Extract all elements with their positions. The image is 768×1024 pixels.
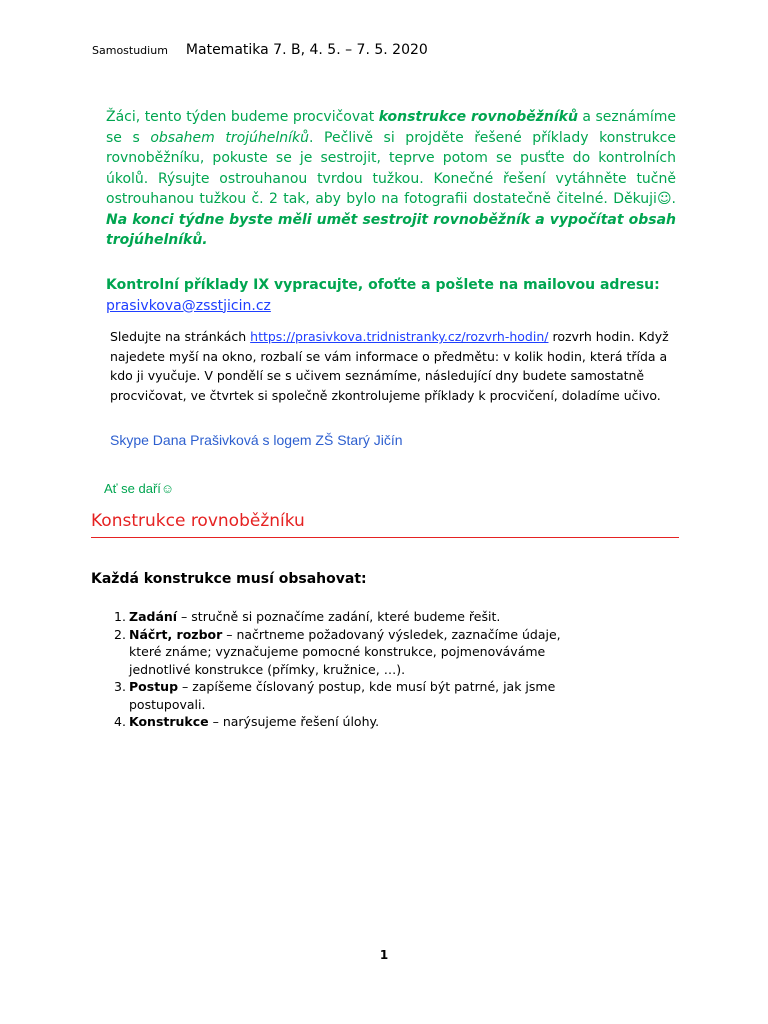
list-item-term: Konstrukce <box>129 714 209 729</box>
good-luck-note: Ať se daří☺ <box>104 481 175 496</box>
list-item-description: – stručně si poznačíme zadání, které budeme řešit. <box>177 609 501 624</box>
skype-contact: Skype Dana Prašivková s logem ZŠ Starý Jičín <box>110 432 403 448</box>
page-number: 1 <box>379 948 389 962</box>
intro-emphasis-constructions: konstrukce rovnoběžníků <box>378 109 578 125</box>
list-item-term: Postup <box>129 679 179 694</box>
header-label: Samostudium <box>92 44 168 57</box>
schedule-info <box>110 327 670 405</box>
list-item-description: – zapíšeme číslovaný postup, kde musí být patrné, jak jsme postupovali. <box>129 679 556 712</box>
info-prefix: Sledujte na stránkách <box>110 329 251 344</box>
section-divider <box>91 537 679 538</box>
list-item-number: 2. <box>114 626 126 642</box>
email-link[interactable]: prasivkova@zsstjicin.cz <box>106 297 271 314</box>
intro-text-3: . Pečlivě si projděte řešené příklady konstrukce rovnoběžníku, pokuste se je sestrojit, teprve potom se pusťte do kontrolních úkolů. Rýsujte ostrouhanou tvrdou tužkou. Konečné řešení vytáhněte tučně ostrouhanou tužkou č. 2 tak, aby bylo na fotografii dostatečně čitelné. Děkuji☺. <box>106 129 676 207</box>
requirements-list <box>114 608 594 731</box>
list-item-term: Zadání <box>129 609 178 624</box>
list-item-term: Náčrt, rozbor <box>129 626 223 642</box>
list-item <box>114 608 594 626</box>
info-rest: rozvrh hodin. Když najedete myší na okno, rozbalí se vám informace o předmětu: v kolik hodin, která třída a kdo ji vyučuje. V pondělí se s učivem seznámíme, následující dny budete samostatně procvičovat, ve čtvrtek si společně zkontrolujeme příklady k procvičení, doladíme učivo. <box>110 329 669 403</box>
requirements-heading: Každá konstrukce musí obsahovat: <box>91 571 367 587</box>
intro-text-1: Žáci, tento týden budeme procvičovat <box>106 109 379 125</box>
intro-emphasis-area: obsahem trojúhelníků <box>150 129 310 146</box>
intro-goal: Na konci týdne byste měli umět sestrojit rovnoběžník a vypočítat obsah trojúhelníků. <box>106 211 676 248</box>
list-item-description: – narýsujeme řešení úlohy. <box>208 714 380 729</box>
list-item-description: – načrtneme požadovaný výsledek, zaznačíme údaje, které známe; vyznačujeme pomocné konstrukce, pojmenováváme jednotlivé konstrukce (přímky, kružnice, …). <box>129 626 561 677</box>
list-item-number: 4. <box>114 714 126 729</box>
list-item-number: 3. <box>114 679 126 694</box>
list-item <box>114 626 594 679</box>
intro-text-2: a seznámíme se s <box>106 109 676 146</box>
section-title: Konstrukce rovnoběžníku <box>91 511 305 531</box>
list-item-number: 1. <box>114 609 126 624</box>
control-instructions <box>106 275 686 316</box>
schedule-link[interactable]: https://prasivkova.tridnistranky.cz/rozvrh-hodin/ <box>250 329 549 344</box>
list-item <box>114 678 594 713</box>
control-text: Kontrolní příklady IX vypracujte, ofoťte a pošlete na mailovou adresu: <box>106 277 660 293</box>
header-title: Matematika 7. B, 4. 5. – 7. 5. 2020 <box>185 42 428 58</box>
intro-paragraph <box>106 107 676 251</box>
page-header <box>92 42 428 58</box>
list-item <box>114 713 594 731</box>
